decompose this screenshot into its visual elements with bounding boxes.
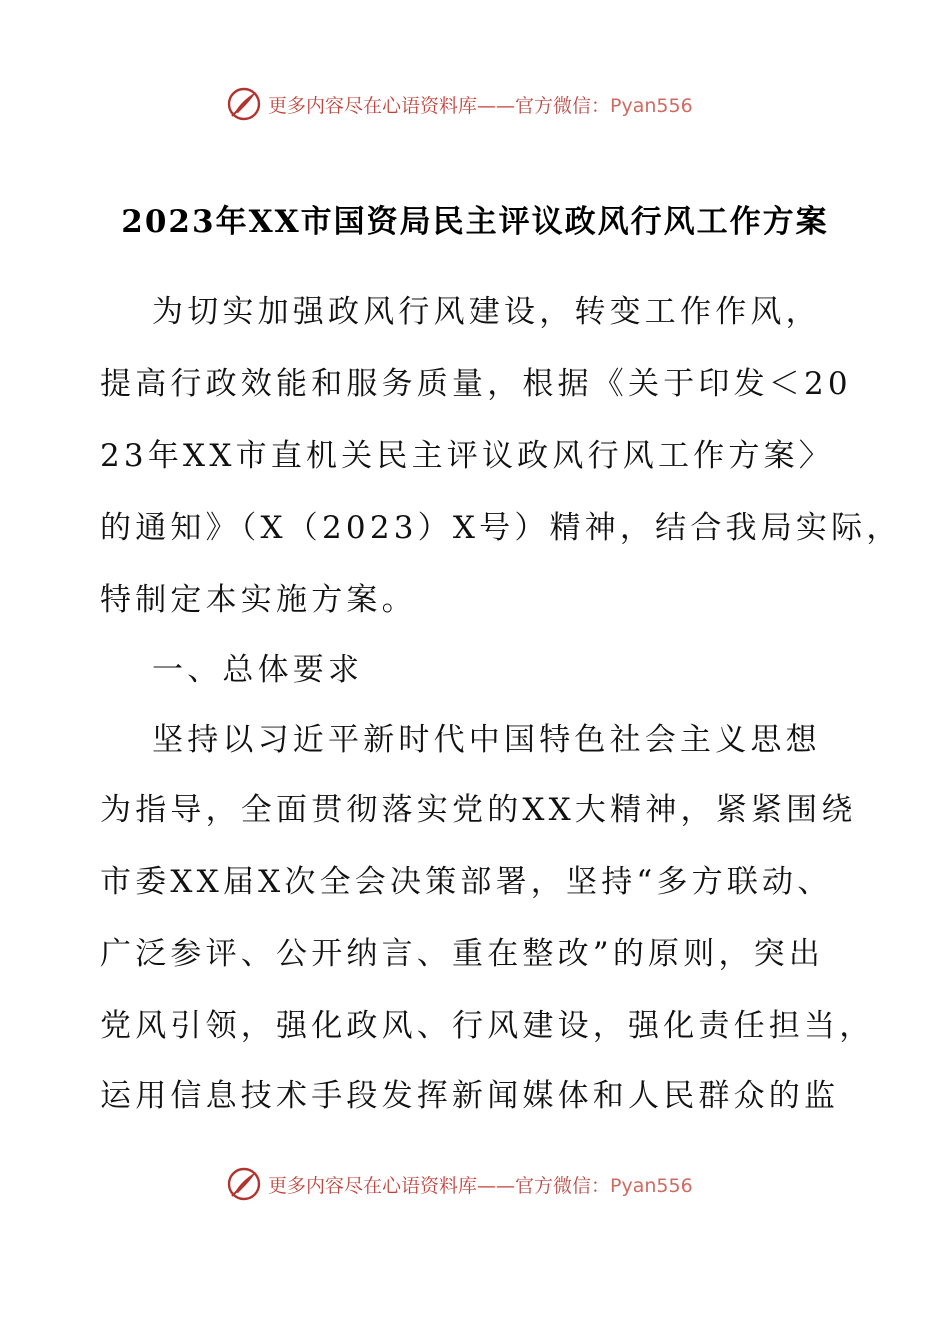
banner-wechat-label: 官方微信： xyxy=(515,1174,611,1197)
banner-dash: —— xyxy=(477,94,516,117)
banner-wechat-label: 官方微信： xyxy=(515,94,611,117)
banner-site-text: 更多内容尽在心语资料库 xyxy=(268,1174,478,1197)
paragraph-line: 提高行政效能和服务质量，根据《关于印发＜20 xyxy=(100,366,852,402)
banner-text xyxy=(268,91,693,118)
paragraph-line: 市委XX届X次全会决策部署，坚持“多方联动、 xyxy=(100,864,833,900)
document-title: 2023年XX市国资局民主评议政风行风工作方案 xyxy=(121,204,829,240)
footer-watermark-banner xyxy=(0,1160,950,1208)
banner-site-text: 更多内容尽在心语资料库 xyxy=(268,94,478,117)
quill-logo-icon xyxy=(226,1166,262,1202)
paragraph-line: 坚持以习近平新时代中国特色社会主义思想 xyxy=(152,722,821,758)
banner-wechat-id: Pyan556 xyxy=(610,94,693,117)
header-watermark-banner xyxy=(0,80,950,128)
paragraph-line: 特制定本实施方案。 xyxy=(100,582,417,618)
paragraph-line: 广泛参评、公开纳言、重在整改”的原则，突出 xyxy=(100,936,825,972)
paragraph-line: 运用信息技术手段发挥新闻媒体和人民群众的监 xyxy=(100,1078,840,1114)
paragraph-line: 为切实加强政风行风建设，转变工作作风， xyxy=(152,294,821,330)
paragraph-line: 党风引领，强化政风、行风建设，强化责任担当， xyxy=(100,1008,875,1044)
section-heading: 一、总体要求 xyxy=(152,652,364,688)
quill-logo-icon xyxy=(226,86,262,122)
paragraph-line: 23年XX市直机关民主评议政风行风工作方案〉 xyxy=(100,438,834,474)
paragraph-line: 的通知》（X（2023）X号）精神，结合我局实际， xyxy=(100,510,902,546)
banner-wechat-id: Pyan556 xyxy=(610,1174,693,1197)
banner-dash: —— xyxy=(477,1174,516,1197)
paragraph-line: 为指导，全面贯彻落实党的XX大精神，紧紧围绕 xyxy=(100,792,857,828)
document-body xyxy=(100,276,902,1136)
banner-text xyxy=(268,1171,693,1198)
